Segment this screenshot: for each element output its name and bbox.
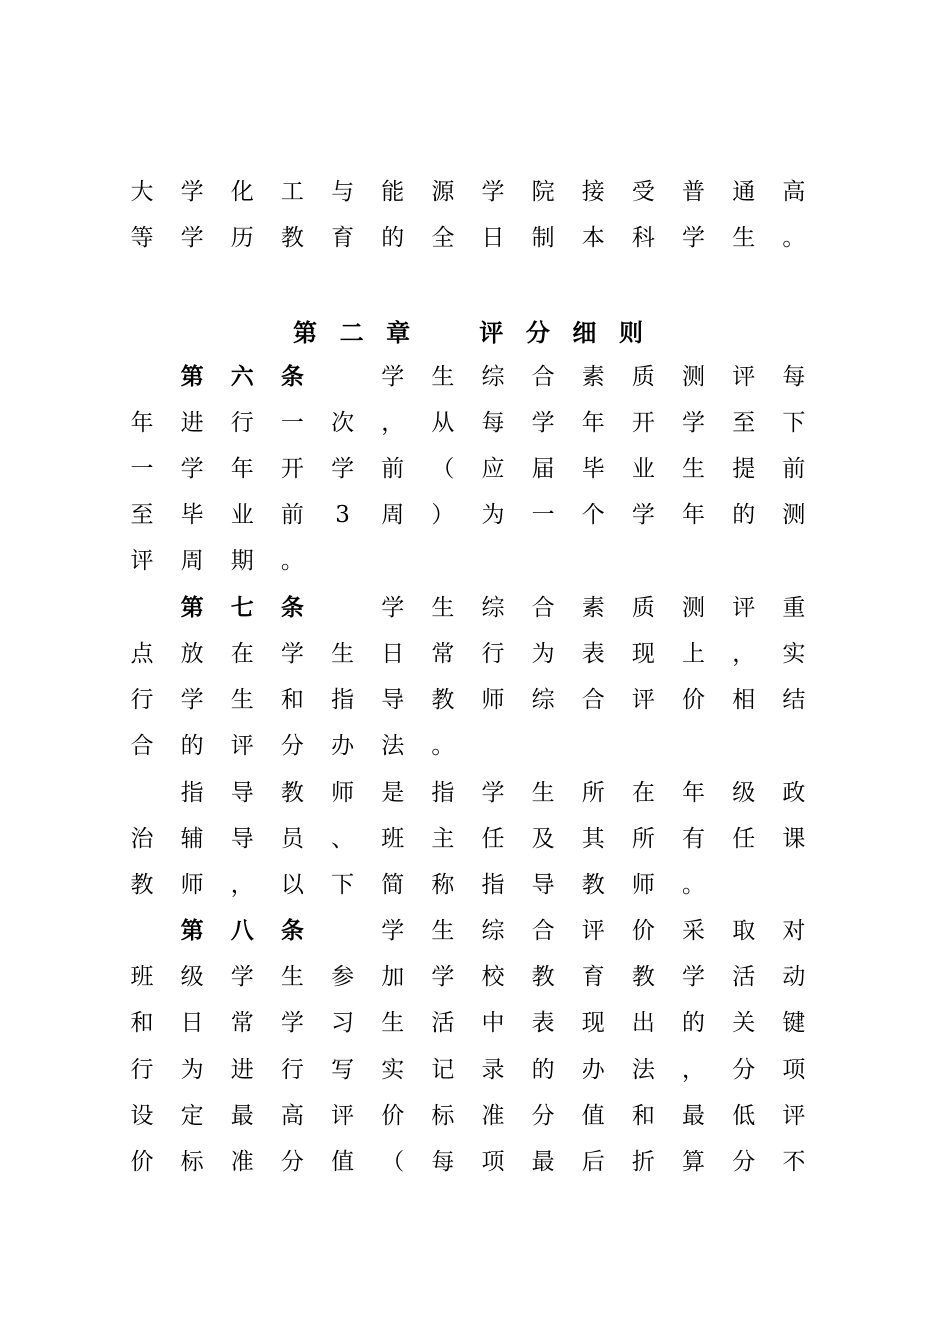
text-char: 生 [732,225,756,251]
text-char: 班 [130,964,154,990]
text-char: 相 [732,687,756,713]
text-char: 治 [130,826,154,852]
text-char: 质 [631,364,655,390]
text-char: 简 [381,872,405,898]
text-char: 教 [581,872,605,898]
text-char: 动 [782,964,806,990]
text-char: 法 [631,1057,655,1083]
text-char: 学 [280,1010,304,1036]
text-char: 进 [180,410,204,436]
text-char: 算 [682,1149,706,1175]
article-number-char: 条 [280,594,304,621]
text-char: 主 [431,826,455,852]
text-char: 指 [331,687,355,713]
text-char: 学 [180,179,204,205]
text-char: 所 [581,780,605,806]
text-char: 。 [431,733,455,759]
text-char: 学 [180,225,204,251]
text-char: 价 [682,687,706,713]
text-char: 准 [481,1103,505,1129]
text-char: 本 [581,225,605,251]
text-char: 准 [230,1149,254,1175]
text-char: 辅 [180,826,204,852]
text-char: 师 [331,780,355,806]
chapter-heading-char: 章 [386,317,411,347]
text-char: 重 [782,595,806,621]
text-char: 下 [782,410,806,436]
text-line [130,495,806,535]
text-char: 和 [280,687,304,713]
text-char: 分 [280,733,304,759]
text-char: 至 [130,502,154,528]
text-char: 年 [581,410,605,436]
text-char: 师 [180,872,204,898]
text-line [130,773,806,813]
text-char: 每 [782,364,806,390]
text-char: ， [732,641,756,667]
text-char: 是 [381,780,405,806]
text-char: 最 [230,1103,254,1129]
text-char: 导 [230,780,254,806]
text-char: 出 [631,1010,655,1036]
text-char: 业 [230,502,254,528]
text-char: 和 [130,1010,154,1036]
text-char: 普 [682,179,706,205]
text-char: 学 [230,964,254,990]
text-char: 项 [782,1057,806,1083]
text-char: 习 [331,1010,355,1036]
text-char: 教 [631,964,655,990]
text-char: 放 [180,641,204,667]
text-char: 次 [331,410,355,436]
text-char: 综 [481,364,505,390]
text-char: 价 [631,918,655,944]
text-char: 录 [481,1057,505,1083]
text-line [130,957,806,997]
text-char: 学 [481,780,505,806]
text-char: 学 [531,410,555,436]
text-char: 定 [180,1103,204,1129]
text-char: 课 [782,826,806,852]
text-char: 班 [381,826,405,852]
text-char: 年 [130,410,154,436]
text-char: 接 [581,179,605,205]
text-char: 年 [230,456,254,482]
text-char: 价 [381,1103,405,1129]
text-char: 测 [782,502,806,528]
text-char: 教 [130,872,154,898]
text-char: 学 [381,918,405,944]
article-number-char: 第 [180,594,204,621]
text-char: 导 [381,687,405,713]
article-number-char: 七 [230,594,254,621]
text-char: 综 [531,687,555,713]
text-char: 质 [631,595,655,621]
text-char: 在 [631,780,655,806]
text-char: 及 [531,826,555,852]
text-char: 年 [682,780,706,806]
text-char: 、 [331,826,355,852]
text-char: 级 [180,964,204,990]
text-char: 学 [180,456,204,482]
text-char: 以 [280,872,304,898]
text-char: 的 [180,733,204,759]
chapter-heading-char: 细 [572,317,597,347]
text-char: 提 [732,456,756,482]
text-line [130,911,806,951]
text-char: 学 [682,964,706,990]
text-char: 法 [381,733,405,759]
text-char: 通 [732,179,756,205]
article-number-char: 八 [230,917,254,944]
text-char: 与 [331,179,355,205]
text-char: 记 [431,1057,455,1083]
article-number-char: 六 [230,363,254,390]
text-char: 常 [431,641,455,667]
text-char: 导 [531,872,555,898]
text-char: 低 [732,1103,756,1129]
text-char: 分 [732,1149,756,1175]
text-char: 合 [531,918,555,944]
article-number-char: 条 [280,917,304,944]
chapter-heading-char: 则 [618,317,643,347]
text-char: 生 [431,364,455,390]
text-char: 学 [331,456,355,482]
text-char: 前 [280,502,304,528]
text-char: 折 [631,1149,655,1175]
text-char: 级 [732,780,756,806]
text-char: 学 [381,595,405,621]
text-char: 个 [581,502,605,528]
text-char: 学 [180,687,204,713]
text-char: 行 [130,1057,154,1083]
text-char: 办 [331,733,355,759]
text-char: 日 [481,225,505,251]
text-char: 进 [230,1057,254,1083]
text-char: 行 [280,1057,304,1083]
text-char: 科 [631,225,655,251]
text-char: 师 [481,687,505,713]
chapter-heading [292,308,644,352]
text-line [130,449,806,489]
text-char: 生 [381,1010,405,1036]
text-char: 工 [280,179,304,205]
text-char: 每 [431,1149,455,1175]
text-char: 毕 [180,502,204,528]
text-char: 开 [280,456,304,482]
text-char: 结 [782,687,806,713]
text-char: 有 [682,826,706,852]
text-char: 从 [431,410,455,436]
text-char: 制 [531,225,555,251]
text-char: 员 [280,826,304,852]
text-char: 日 [180,1010,204,1036]
text-char: 中 [481,1010,505,1036]
text-char: 参 [331,964,355,990]
text-char: 标 [180,1149,204,1175]
text-char: 届 [531,456,555,482]
chapter-heading-char: 第 [293,317,317,347]
text-char: ） [431,502,455,528]
text-char: 关 [732,1010,756,1036]
text-char: 学 [431,964,455,990]
text-char: 日 [381,641,405,667]
text-line [130,1096,806,1136]
text-char: 键 [782,1010,806,1036]
text-char: 受 [631,179,655,205]
text-char: 不 [782,1149,806,1175]
text-char: 指 [431,780,455,806]
text-char: 高 [782,179,806,205]
text-line [130,1142,806,1182]
text-char: 活 [431,1010,455,1036]
text-char: 任 [481,826,505,852]
text-char: 生 [431,918,455,944]
chapter-heading-char: 评 [479,317,504,347]
text-char: 实 [381,1057,405,1083]
text-char: 教 [531,964,555,990]
text-char: 生 [431,595,455,621]
text-line [130,1050,806,1090]
text-char: 标 [431,1103,455,1129]
text-char: 能 [381,179,405,205]
text-char: 后 [581,1149,605,1175]
text-char: 育 [581,964,605,990]
text-char: 开 [631,410,655,436]
text-char: 分 [531,1103,555,1129]
text-char: 为 [531,641,555,667]
text-char: 行 [230,410,254,436]
text-char: 评 [230,733,254,759]
text-char: 至 [732,410,756,436]
text-char: 办 [581,1057,605,1083]
text-char: 值 [581,1103,605,1129]
text-char: 对 [782,918,806,944]
text-char: 历 [230,225,254,251]
text-char: 一 [531,502,555,528]
text-char: 的 [531,1057,555,1083]
text-char: 称 [431,872,455,898]
text-char: 合 [531,595,555,621]
text-char: 价 [130,1149,154,1175]
text-char: 任 [732,826,756,852]
text-char: 校 [481,964,505,990]
text-char: （ [431,456,455,482]
text-char: 评 [130,548,154,574]
text-char: 生 [682,456,706,482]
text-char: 分 [732,1057,756,1083]
text-char: 学 [381,364,405,390]
text-char: 分 [280,1149,304,1175]
text-char: 现 [631,641,655,667]
text-char: 值 [331,1149,355,1175]
text-char: 评 [782,1103,806,1129]
text-char: 下 [331,872,355,898]
text-char: 指 [180,780,204,806]
text-line [130,634,806,674]
text-char: ， [682,1057,706,1083]
text-line [130,680,806,720]
text-line [130,1003,806,1043]
text-char: 毕 [581,456,605,482]
text-char: 写 [331,1057,355,1083]
text-char: 其 [581,826,605,852]
article-number-char: 第 [180,363,204,390]
text-char: 生 [531,780,555,806]
chapter-heading-char: 二 [339,317,364,347]
text-char: 周 [180,548,204,574]
text-char: 在 [230,641,254,667]
text-char: 为 [481,502,505,528]
text-char: 指 [481,872,505,898]
text-char: 素 [581,364,605,390]
text-line [130,865,806,905]
text-char: 的 [381,225,405,251]
text-char: 学 [481,179,505,205]
text-char: 测 [682,595,706,621]
text-char: 等 [130,225,154,251]
text-char: 全 [431,225,455,251]
text-char: 项 [481,1149,505,1175]
text-char: 加 [381,964,405,990]
text-char: 前 [782,456,806,482]
text-char: 周 [381,502,405,528]
text-char: 行 [481,641,505,667]
text-char: 高 [280,1103,304,1129]
text-char: 生 [331,641,355,667]
text-char: 师 [631,872,655,898]
text-char: 实 [782,641,806,667]
text-char: 生 [280,964,304,990]
text-char: 最 [682,1103,706,1129]
text-char: 教 [280,225,304,251]
text-char: （ [381,1149,405,1175]
text-char: 所 [631,826,655,852]
text-char: 学 [682,410,706,436]
text-char: 合 [581,687,605,713]
text-char: 测 [682,364,706,390]
text-char: 评 [631,687,655,713]
text-char: 导 [230,826,254,852]
text-char: 评 [732,595,756,621]
text-char: 常 [230,1010,254,1036]
text-char: 一 [280,410,304,436]
text-char: 3 [335,502,350,528]
text-char: 取 [732,918,756,944]
text-char: 年 [682,502,706,528]
text-char: 采 [682,918,706,944]
text-char: 学 [631,502,655,528]
text-line [130,218,806,258]
text-line [130,172,806,212]
text-char: 教 [431,687,455,713]
text-char: 综 [481,918,505,944]
text-char: 育 [331,225,355,251]
text-char: 每 [481,410,505,436]
text-char: 合 [531,364,555,390]
text-char: 业 [631,456,655,482]
text-char: 。 [682,872,706,898]
text-char: 学 [682,225,706,251]
text-char: ， [381,410,405,436]
text-char: 素 [581,595,605,621]
text-char: 一 [130,456,154,482]
text-char: 评 [732,364,756,390]
text-char: 教 [280,780,304,806]
text-char: 点 [130,641,154,667]
text-char: 综 [481,595,505,621]
text-char: 评 [581,918,605,944]
text-char: 设 [130,1103,154,1129]
text-line [130,357,806,397]
text-char: 上 [682,641,706,667]
text-char: 政 [782,780,806,806]
text-char: 。 [280,548,304,574]
text-char: 现 [581,1010,605,1036]
text-char: 表 [581,641,605,667]
text-char: 和 [631,1103,655,1129]
text-line [130,541,806,581]
text-line [130,819,806,859]
text-char: 活 [732,964,756,990]
text-char: 的 [682,1010,706,1036]
text-char: 学 [280,641,304,667]
text-line [130,726,806,766]
article-number-char: 条 [280,363,304,390]
text-char: 表 [531,1010,555,1036]
text-char: 大 [130,179,154,205]
text-char: 应 [481,456,505,482]
text-char: 源 [431,179,455,205]
article-number-char: 第 [180,917,204,944]
text-char: 最 [531,1149,555,1175]
text-char: 化 [230,179,254,205]
text-char: ， [230,872,254,898]
text-char: 生 [230,687,254,713]
text-char: 评 [331,1103,355,1129]
text-char: 合 [130,733,154,759]
text-char: 为 [180,1057,204,1083]
text-char: 院 [531,179,555,205]
text-char: 。 [782,225,806,251]
text-line [130,588,806,628]
text-char: 的 [732,502,756,528]
text-char: 前 [381,456,405,482]
text-char: 行 [130,687,154,713]
text-line [130,403,806,443]
text-char: 期 [230,548,254,574]
chapter-heading-char: 分 [525,317,550,347]
